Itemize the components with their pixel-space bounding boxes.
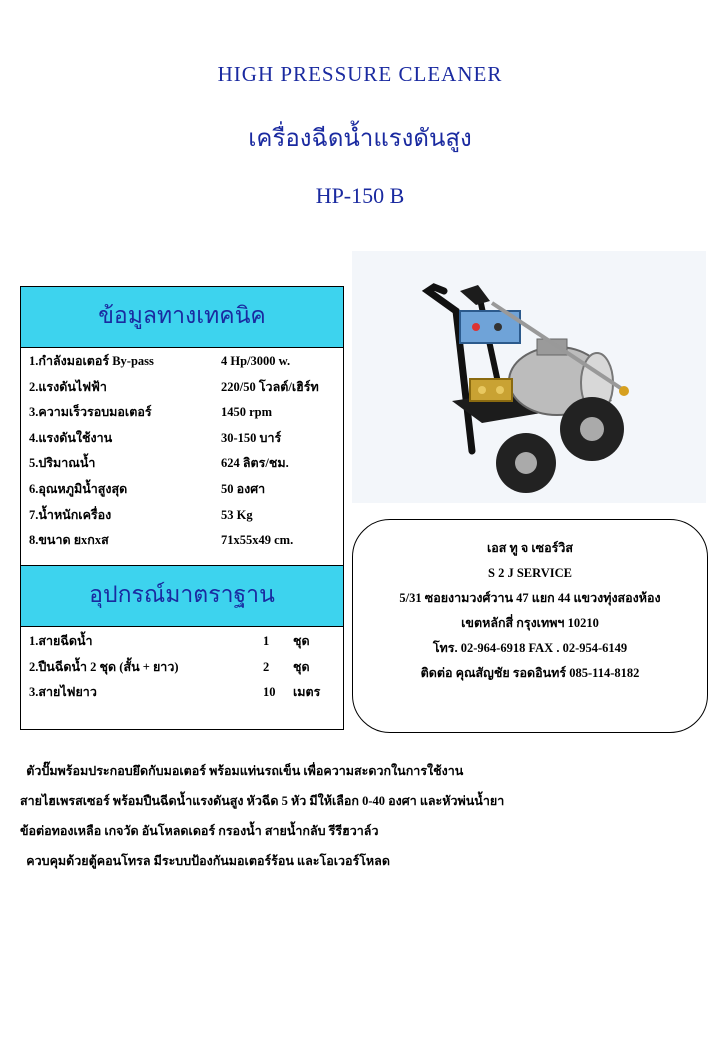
panel-light [472, 323, 480, 331]
accessory-qty: 1 [263, 634, 270, 648]
spec-label: 1.กำลังมอเตอร์ By-pass [29, 354, 154, 368]
wheel-right-hub [580, 417, 604, 441]
accessory-unit: ชุด [293, 659, 310, 674]
feature-notes [20, 760, 700, 880]
spec-panel [20, 286, 344, 730]
spec-list [21, 349, 343, 554]
spray-gun [460, 285, 490, 305]
accessories-heading: อุปกรณ์มาตราฐาน [21, 565, 343, 627]
spec-heading: ข้อมูลทางเทคนิค [21, 286, 343, 348]
note-line: สายไฮเพรสเซอร์ พร้อมปืนฉีดน้ำแรงดันสูง หัวฉีด 5 หัว มีให้เลือก 0-40 องศา และหัวพ่นน้ำยา [20, 794, 505, 808]
note-line: ข้อต่อทองเหลือ เกจวัด อันโหลดเดอร์ กรองน้ำ สายน้ำกลับ รีรีฮวาล์ว [20, 824, 379, 838]
accessory-label: 2.ปืนฉีดน้ำ 2 ชุด (สั้น + ยาว) [29, 659, 179, 674]
title-thai: เครื่องฉีดน้ำแรงดันสูง [248, 126, 472, 152]
spec-row [21, 375, 343, 401]
note-line: ควบคุมด้วยตู้คอนโทรล มีระบบป้องกันมอเตอร์ร้อน และโอเวอร์โหลด [20, 854, 390, 868]
nozzle [619, 386, 629, 396]
contact-box [352, 519, 708, 733]
spec-value: 71x55x49 cm. [221, 533, 294, 548]
pressure-washer-illustration [352, 251, 706, 503]
spec-row [21, 477, 343, 503]
accessory-unit: เมตร [293, 685, 321, 699]
accessory-row [21, 680, 343, 706]
model-number: HP-150 B [315, 183, 405, 208]
company-name-thai: เอส ทู จ เซอร์วิส [487, 541, 573, 555]
pump-fitting-2 [496, 386, 504, 394]
accessory-row [21, 629, 343, 655]
spec-value: 53 Kg [221, 507, 253, 522]
spec-value: 624 ลิตร/ชม. [221, 456, 289, 471]
company-name-english: S 2 J SERVICE [488, 566, 572, 580]
address-line-2: เขตหลักสี่ กรุงเทพฯ 10210 [461, 616, 599, 630]
spec-row [21, 426, 343, 452]
wheel-left-hub [515, 452, 537, 474]
accessories-list [21, 629, 343, 706]
spec-label: 8.ขนาด ยxกxส [29, 533, 109, 548]
brass-pump [470, 379, 512, 401]
spec-value: 30-150 บาร์ [221, 430, 282, 445]
spec-row [21, 451, 343, 477]
accessory-label: 1.สายฉีดน้ำ [29, 634, 93, 648]
spec-value: 4 Hp/3000 w. [221, 354, 291, 368]
phone-fax: โทร. 02-964-6918 FAX . 02-954-6149 [432, 641, 628, 655]
panel-switch [494, 323, 502, 331]
accessory-qty: 10 [263, 685, 276, 699]
spec-label: 2.แรงดันไฟฟ้า [29, 379, 107, 394]
pump-fitting [478, 386, 486, 394]
address-line-1: 5/31 ซอยงามวงศ์วาน 47 แยก 44 แขวงทุ่งสองห้อง [399, 591, 661, 605]
note-line: ตัวปั๊มพร้อมประกอบยึดกับมอเตอร์ พร้อมแท่นรถเข็น เพื่อความสะดวกในการใช้งาน [20, 764, 464, 778]
spec-row [21, 349, 343, 375]
spec-label: 4.แรงดันใช้งาน [29, 430, 113, 445]
accessory-label: 3.สายไฟยาว [29, 685, 97, 699]
spec-label: 5.ปริมาณน้ำ [29, 456, 96, 471]
accessory-row [21, 655, 343, 681]
accessory-unit: ชุด [293, 634, 310, 648]
spec-value: 1450 rpm [221, 405, 273, 420]
pressure-washer-photo [352, 251, 706, 503]
spec-label: 7.น้ำหนักเครื่อง [29, 507, 112, 522]
contact-person: ติดต่อ คุณสัญชัย รอดอินทร์ 085-114-8182 [420, 666, 640, 680]
spec-row [21, 503, 343, 529]
spec-label: 3.ความเร็วรอบมอเตอร์ [29, 405, 152, 420]
spec-row [21, 528, 343, 554]
spec-row [21, 400, 343, 426]
spec-value: 50 องศา [221, 481, 266, 496]
title-english: HIGH PRESSURE CLEANER [217, 62, 503, 86]
accessory-qty: 2 [263, 659, 270, 674]
spec-value: 220/50 โวลต์/เฮิร์ท [221, 379, 319, 394]
spec-label: 6.อุณหภูมิน้ำสูงสุด [29, 481, 128, 496]
